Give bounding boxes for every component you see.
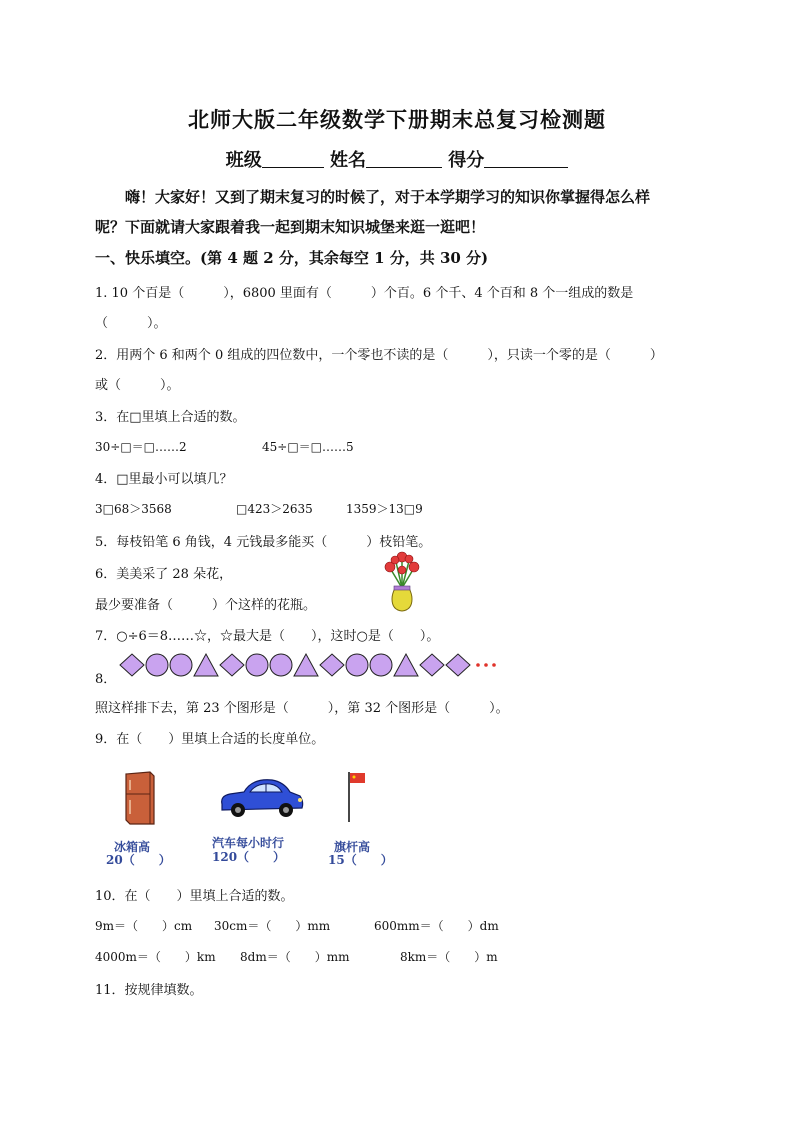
diamond-shape: [120, 654, 144, 676]
shape-pattern: [118, 652, 498, 678]
question-10-row2-a: 4000m＝（ ）km: [95, 950, 216, 964]
question-8-text: 照这样排下去，第 23 个图形是（ ），第 32 个图形是（ ）。: [95, 701, 509, 716]
section-heading: 一、快乐填空。(第 4 题 2 分，其余每空 1 分，共 30 分): [95, 249, 489, 267]
score-blank[interactable]: [484, 149, 568, 168]
circle-shape: [270, 654, 292, 676]
caption-fridge-label: 冰箱高: [114, 840, 151, 854]
caption-car-label: 汽车每小时行: [212, 836, 285, 850]
car-icon: [216, 772, 306, 822]
caption-flagpole-label: 旗杆高: [334, 840, 371, 854]
question-4-b: □423＞2635: [236, 502, 313, 516]
continuation-dot: [476, 663, 480, 667]
score-label: 得分: [448, 150, 485, 171]
question-4-c: 1359＞13□9: [346, 502, 423, 516]
continuation-dot: [492, 663, 496, 667]
circle-shape: [170, 654, 192, 676]
name-blank[interactable]: [366, 149, 442, 168]
circle-shape: [346, 654, 368, 676]
circle-shape: [246, 654, 268, 676]
circle-shape: [146, 654, 168, 676]
triangle-shape: [194, 654, 218, 676]
name-label: 姓名: [330, 150, 366, 171]
question-7: 7．○÷6＝8……☆，☆最大是（ ），这时○是（ ）。: [95, 629, 440, 644]
question-6-line-2: 最少要准备（ ）个这样的花瓶。: [95, 598, 317, 613]
intro-line: 嗨！大家好！又到了期末复习的时候了，对于本学期学习的知识你掌握得怎么样: [125, 188, 651, 206]
diamond-shape: [420, 654, 444, 676]
question-4: 4．□里最小可以填几？: [95, 472, 233, 487]
intro-line: 呢？下面就请大家跟着我一起到期末知识城堡来逛一逛吧！: [95, 218, 486, 236]
flower-vase-icon: [378, 548, 426, 614]
triangle-shape: [394, 654, 418, 676]
caption-fridge-value: 20（ ）: [106, 853, 171, 867]
question-5: 5．每枝铅笔 6 角钱，4 元钱最多能买（ ）枝铅笔。: [95, 535, 432, 550]
question-10-row1-b: 30cm＝（ ）mm: [214, 919, 331, 933]
diamond-shape: [446, 654, 470, 676]
question-11: 11．按规律填数。: [95, 983, 203, 998]
question-10-row1-c: 600mm＝（ ）dm: [374, 919, 499, 933]
question-6-line-1: 6．美美采了 28 朵花，: [95, 567, 233, 582]
class-label: 班级: [225, 150, 262, 171]
circle-shape: [370, 654, 392, 676]
question-3-b: 45÷□＝□……5: [262, 440, 354, 454]
diamond-shape: [320, 654, 344, 676]
question-1-line-2: （ ）。: [95, 316, 167, 331]
refrigerator-icon: [120, 770, 160, 826]
flagpole-icon: [344, 770, 368, 824]
question-8-number: 8．: [95, 672, 117, 687]
question-1-line-1: 1. 10 个百是（ ），6800 里面有（ ）个百。6 个千、4 个百和 8 个一组成的数是: [95, 286, 634, 301]
question-10: 10．在（ ）里填上合适的数。: [95, 889, 294, 904]
intro-paragraph: [95, 182, 715, 242]
page-title: 北师大版二年级数学下册期末总复习检测题: [188, 107, 606, 132]
question-2-line-1: 2．用两个 6 和两个 0 组成的四位数中，一个零也不读的是（ ），只读一个零的是（ ）: [95, 348, 663, 363]
question-3: 3．在□里填上合适的数。: [95, 410, 246, 425]
question-2-line-2: 或（ ）。: [95, 378, 180, 393]
continuation-dot: [484, 663, 488, 667]
question-10-row2-b: 8dm＝（ ）mm: [240, 950, 350, 964]
student-info: [0, 146, 794, 172]
question-10-row2-c: 8km＝（ ）m: [400, 950, 498, 964]
question-4-a: 3□68＞3568: [95, 502, 172, 516]
question-10-row1-a: 9m＝（ ）cm: [95, 919, 193, 933]
question-3-a: 30÷□＝□……2: [95, 440, 187, 454]
class-blank[interactable]: [262, 149, 324, 168]
caption-car-value: 120（ ）: [212, 850, 286, 864]
diamond-shape: [220, 654, 244, 676]
caption-flagpole-value: 15（ ）: [328, 853, 393, 867]
triangle-shape: [294, 654, 318, 676]
question-9: 9．在（ ）里填上合适的长度单位。: [95, 732, 325, 747]
